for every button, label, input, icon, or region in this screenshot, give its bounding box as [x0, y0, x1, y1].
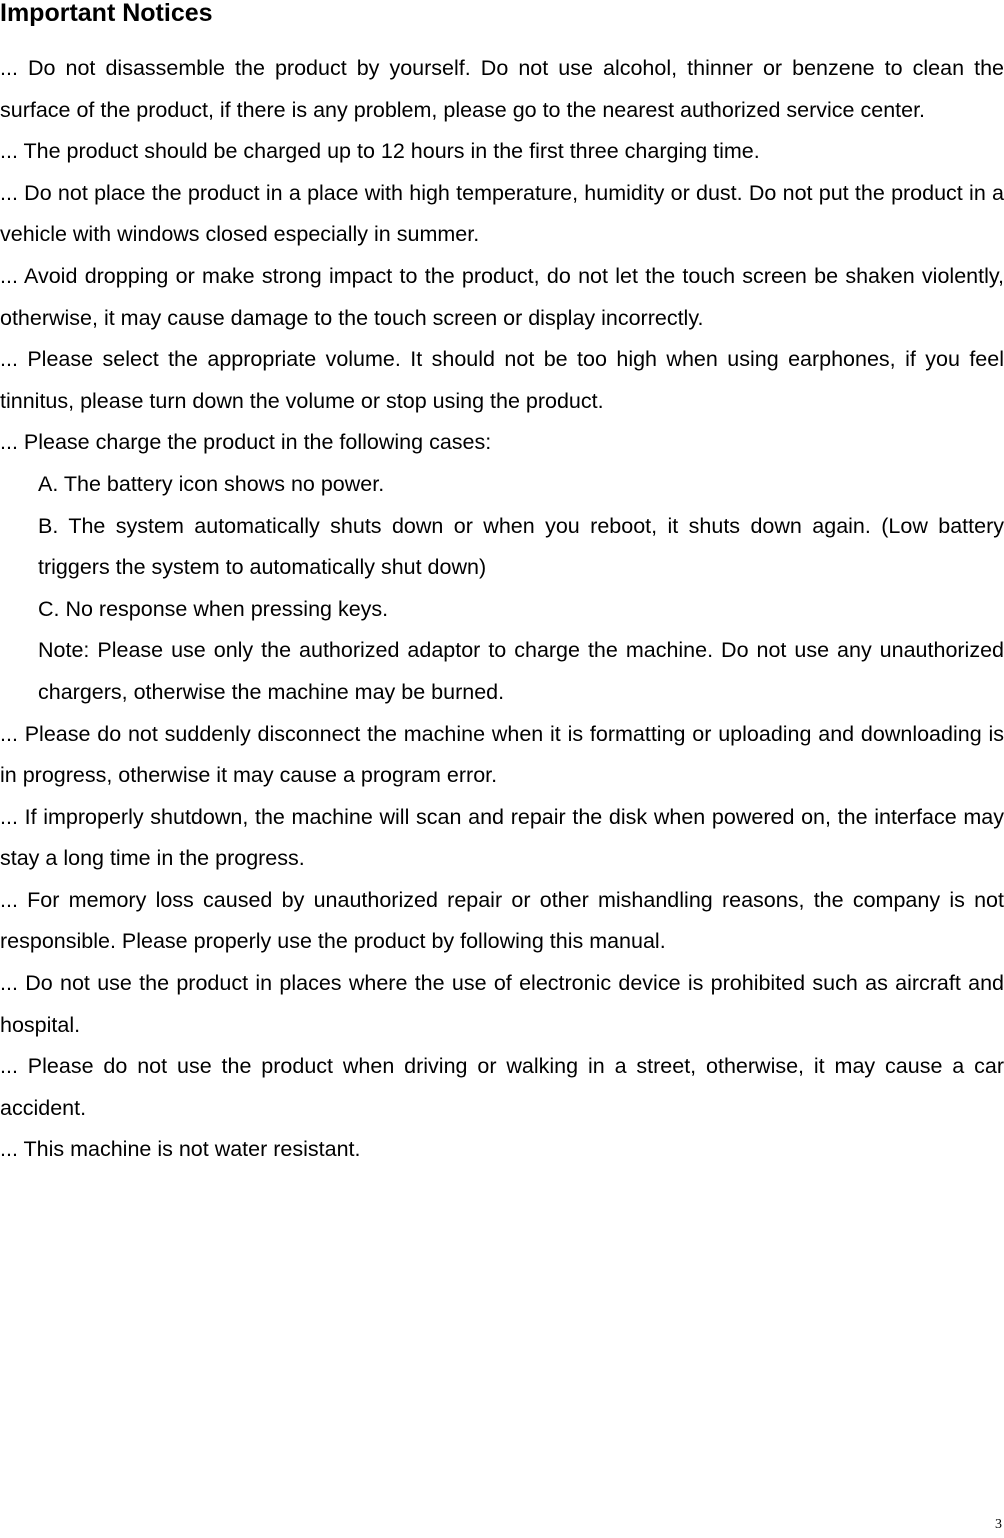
- notice-item: ... The product should be charged up to 12 hours in the first three charging time.: [0, 139, 760, 164]
- notice-item: ... Please select the appropriate volume. It should not be too high when using earphones, if you feel tinnitus, please turn down the volume or stop using the product.: [0, 347, 1004, 413]
- notice-item: ... Please do not suddenly disconnect the machine when it is formatting or uploading and downloading is in progress, otherwise it may cause a program error.: [0, 721, 1004, 788]
- page-title: Important Notices: [0, 0, 213, 27]
- notice-item: ... Do not disassemble the product by yourself. Do not use alcohol, thinner or benzene to clean the surface of the product, if there is any problem, please go to the nearest authorized service center.: [0, 56, 1004, 122]
- notices-body: [0, 48, 1004, 1171]
- charger-note: Note: Please use only the authorized adaptor to charge the machine. Do not use any unauthorized chargers, otherwise the machine may be burned.: [38, 638, 1004, 704]
- notice-item: ... Avoid dropping or make strong impact to the product, do not let the touch screen be shaken violently, otherwise, it may cause damage to the touch screen or display incorrectly.: [0, 263, 1004, 330]
- notice-item: ... If improperly shutdown, the machine will scan and repair the disk when powered on, the interface may stay a long time in the progress.: [0, 804, 1004, 871]
- charge-case-item: A. The battery icon shows no power.: [38, 471, 385, 496]
- charge-case-item: C. No response when pressing keys.: [38, 596, 389, 621]
- page-number: 3: [995, 1517, 1002, 1532]
- notice-item: ... For memory loss caused by unauthorized repair or other mishandling reasons, the company is not responsible. Please properly use the product by following this manual.: [0, 887, 1004, 954]
- notice-item: ... Please do not use the product when driving or walking in a street, otherwise, it may cause a car accident.: [0, 1054, 1004, 1120]
- notice-item: ... Do not use the product in places where the use of electronic device is prohibited such as aircraft and hospital.: [0, 971, 1004, 1037]
- notice-item: ... Do not place the product in a place with high temperature, humidity or dust. Do not put the product in a vehicle with windows closed especially in summer.: [0, 180, 1004, 247]
- charge-case-item: B. The system automatically shuts down or when you reboot, it shuts down again. (Low battery triggers the system to automatically shut down): [38, 513, 1004, 580]
- notice-item: ... Please charge the product in the following cases:: [0, 430, 492, 455]
- notice-item: ... This machine is not water resistant.: [0, 1137, 361, 1162]
